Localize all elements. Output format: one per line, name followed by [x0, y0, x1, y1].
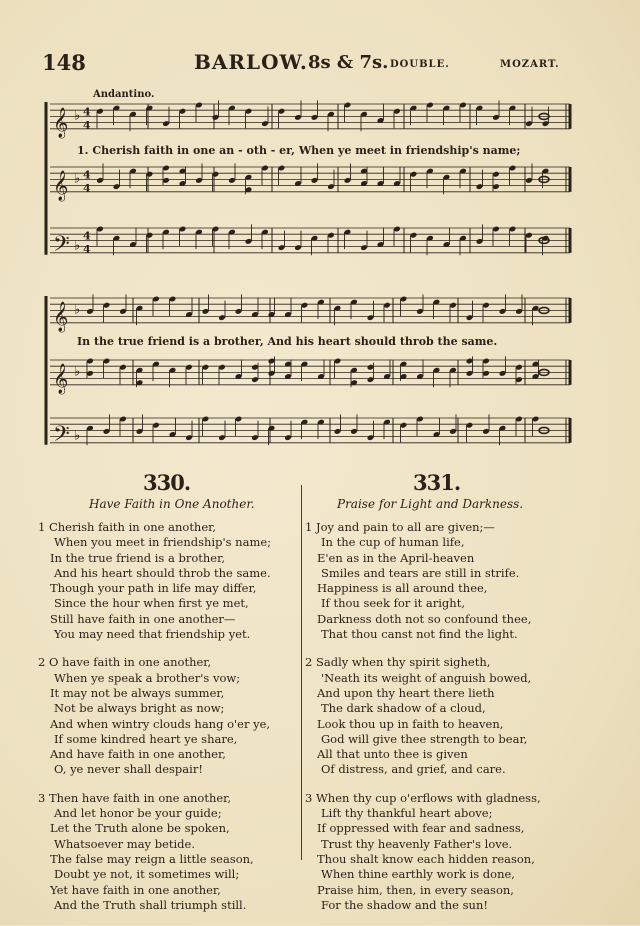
double-label: DOUBLE.: [390, 59, 450, 70]
time-signature: 4: [83, 105, 91, 119]
verse-line: Since the hour when first ye met,: [54, 596, 249, 611]
verse: [38, 655, 271, 777]
verse-line: 'Neath its weight of anguish bowed,: [321, 670, 532, 685]
verse: [38, 520, 271, 642]
verse-line: Doubt ye not, it sometimes will;: [54, 867, 240, 882]
verse-line: That thou canst not find the light.: [321, 627, 518, 642]
hymn-330-title: Have Faith in One Another.: [89, 497, 255, 511]
verse-line: Darkness doth not so confound thee,: [317, 611, 532, 626]
verse-line: O, ye never shall despair!: [54, 762, 203, 777]
flat-sign-icon: ♭: [74, 108, 81, 124]
treble-clef-icon: 𝄞: [53, 301, 69, 332]
verse-line: The dark shadow of a cloud,: [321, 701, 486, 716]
hymn-330-number: 330.: [143, 470, 191, 495]
music-score: [0, 0, 640, 460]
verse-line: And the Truth shall triumph still.: [54, 897, 247, 912]
flat-sign-icon: ♭: [74, 364, 81, 380]
verse-line: And have faith in one another,: [50, 747, 226, 762]
page-number: 148: [42, 50, 86, 75]
flat-sign-icon: ♭: [74, 428, 81, 444]
verse: [305, 520, 541, 642]
time-signature: 4: [83, 242, 91, 256]
verse-line: Smiles and tears are still in strife.: [321, 565, 520, 580]
flat-sign-icon: ♭: [74, 302, 81, 318]
verse-line: Of distress, and grief, and care.: [321, 762, 506, 777]
verse-line: And upon thy heart there lieth: [317, 685, 495, 700]
hymn-331-number: 331.: [413, 470, 461, 495]
verse-line: When ye speak a brother's vow;: [54, 670, 241, 685]
flat-sign-icon: ♭: [74, 171, 81, 187]
verse-line: The false may reign a little season,: [50, 851, 254, 866]
verse-line: 1 Cherish faith in one another,: [38, 520, 217, 534]
verse-line: 1 Joy and pain to all are given;—: [305, 520, 495, 534]
hymn-331-text: [305, 520, 541, 926]
lyric-line-2: In the true friend is a brother, And his heart should throb the same.: [77, 335, 498, 348]
verse-line: Not be always bright as now;: [54, 701, 225, 716]
verse-line: God will give thee strength to bear,: [321, 731, 528, 746]
verse-line: For the shadow and the sun!: [321, 897, 488, 912]
verse-line: 2 Sadly when thy spirit sigheth,: [305, 655, 491, 670]
verse: [38, 791, 271, 913]
verse-line: And when wintry clouds hang o'er ye,: [50, 716, 271, 731]
verse-line: Though your path in life may differ,: [50, 581, 257, 596]
time-signature: 4: [83, 229, 91, 243]
time-signature: 4: [83, 118, 91, 132]
verse: [305, 791, 541, 913]
hymn-331-title: Praise for Light and Darkness.: [337, 497, 524, 511]
verse-line: If thou seek for it aright,: [321, 596, 465, 611]
tune-title: BARLOW.: [194, 50, 308, 74]
lyric-line-1: 1. Cherish faith in one an - oth - er, When ye meet in friendship's name;: [77, 144, 521, 157]
verse-line: E'en as in the April-heaven: [317, 550, 475, 565]
verse-line: In the true friend is a brother,: [50, 550, 225, 565]
verse-line: All that unto thee is given: [317, 747, 468, 762]
column-divider: [301, 485, 302, 860]
verse-line: Still have faith in one another—: [50, 611, 236, 626]
verse-line: Look thou up in faith to heaven,: [317, 716, 504, 731]
flat-sign-icon: ♭: [74, 238, 81, 254]
verse-line: Praise him, then, in every season,: [317, 882, 514, 897]
treble-clef-icon: 𝄞: [53, 363, 69, 394]
treble-clef-icon: 𝄞: [53, 107, 69, 138]
verse-line: Happiness is all around thee,: [317, 581, 488, 596]
time-signature: 4: [83, 168, 91, 182]
time-signature: 4: [83, 181, 91, 195]
verse-line: Lift thy thankful heart above;: [321, 806, 493, 821]
verse-line: Whatsoever may betide.: [54, 836, 195, 851]
verse-line: Yet have faith in one another,: [50, 882, 221, 897]
verse-line: 2 O have faith in one another,: [38, 655, 212, 670]
meter: 8s & 7s.: [308, 52, 389, 73]
hymn-330-text: [38, 520, 271, 926]
verse-line: 3 Then have faith in one another,: [38, 790, 232, 805]
treble-clef-icon: 𝄞: [53, 170, 69, 201]
verse-line: It may not be always summer,: [50, 685, 225, 700]
verse-line: 3 When thy cup o'erflows with gladness,: [305, 790, 541, 805]
verse-line: Let the Truth alone be spoken,: [50, 821, 230, 836]
verse-line: You may need that friendship yet.: [54, 627, 251, 642]
verse-line: When you meet in friendship's name;: [54, 535, 272, 550]
verse-line: If oppressed with fear and sadness,: [317, 821, 525, 836]
verse-line: And his heart should throb the same.: [54, 565, 271, 580]
bass-clef-icon: 𝄢: [53, 231, 70, 262]
verse-line: Thou shalt know each hidden reason,: [317, 851, 535, 866]
verse-line: If some kindred heart ye share,: [54, 731, 238, 746]
verse-line: When thine earthly work is done,: [321, 867, 515, 882]
verse: [305, 655, 541, 777]
tempo-marking: Andantino.: [93, 89, 155, 100]
verse-line: Trust thy heavenly Father's love.: [321, 836, 513, 851]
bass-clef-icon: 𝄢: [53, 421, 70, 452]
verse-line: And let honor be your guide;: [54, 806, 222, 821]
verse-line: In the cup of human life,: [321, 535, 465, 550]
composer: MOZART.: [500, 59, 560, 70]
